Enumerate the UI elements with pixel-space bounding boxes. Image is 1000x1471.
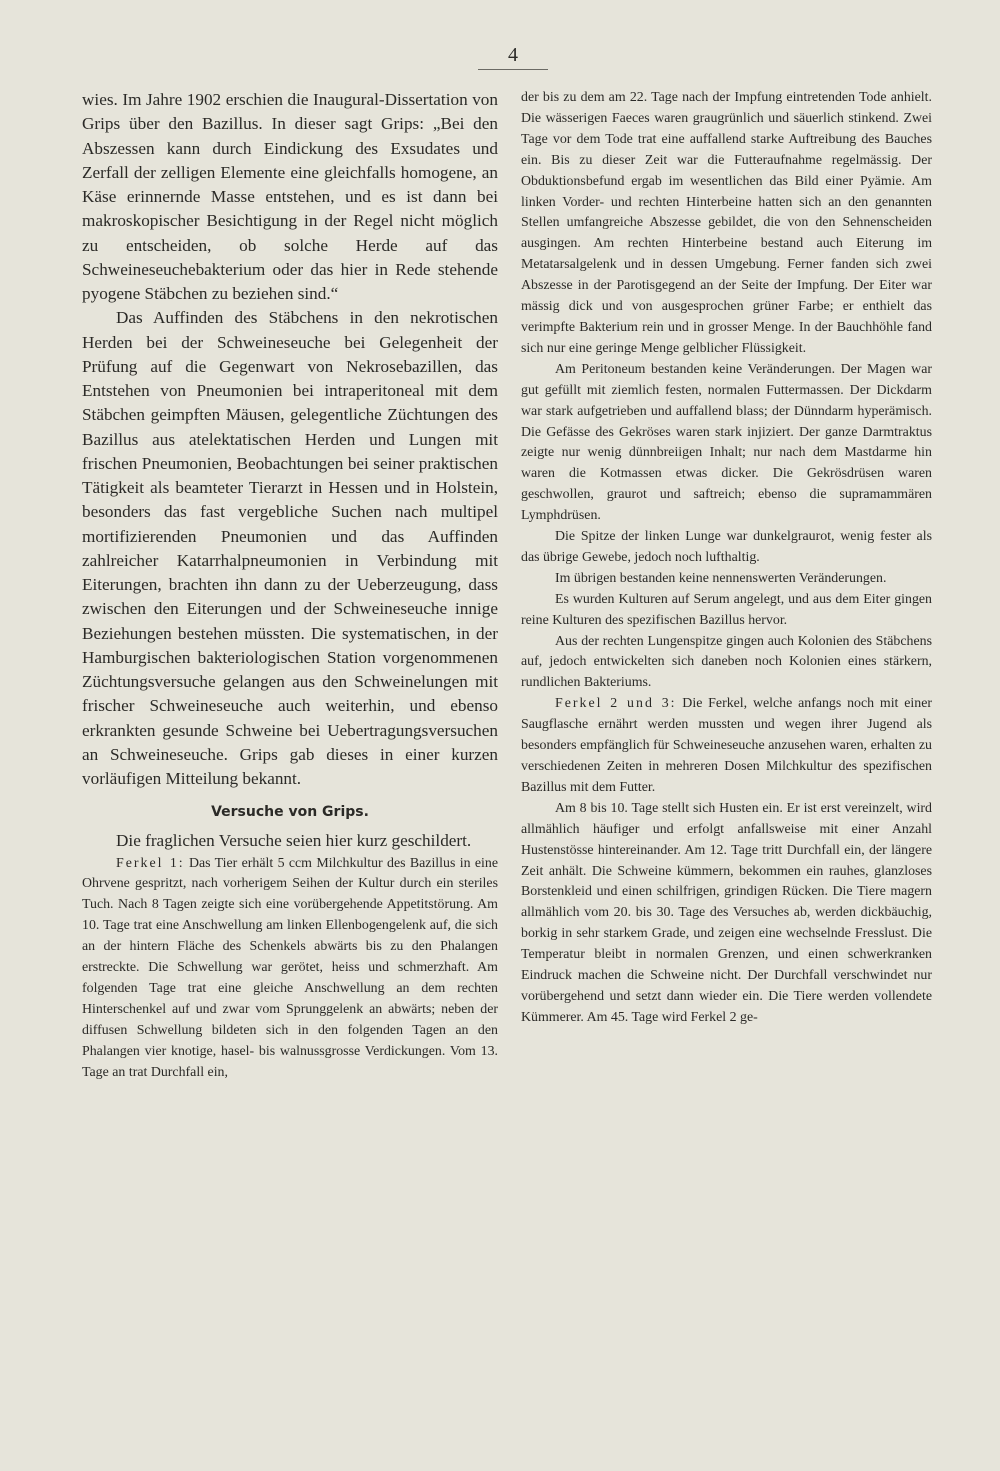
page-number-rule bbox=[478, 69, 548, 70]
paragraph: der bis zu dem am 22. Tage nach der Impfung eintretenden Tode anhielt. Die wässerigen Faeces waren graugrünlich und säuerlich stinkend. Zwei Tage vor dem Tode trat eine auffallend starke Auftreibung des Bauches ein. Bis zu dieser Zeit war die Futteraufnahme regelmässig. Der Obduktionsbefund ergab im wesentlichen das Bild einer Pyämie. Am linken Vorder- und rechten Hinterbeine hatten sich an den genannten Stellen umfangreiche Abszesse gebildet, die von den Sehnenscheiden ausgingen. Am rechten Hinterbeine bestand auch Eiterung im Metatarsalgelenk und in dessen Umgebung. Ferner fanden sich zwei Abszesse in der Parotisgegend an der Seite der Impfung. Der Eiter war mässig dick und von ausgesprochen grüner Farbe; er enthielt das verimpfte Bakterium rein und in grosser Menge. In der Bauchhöhle fand sich nur eine geringe Menge gelblicher Flüssigkeit. bbox=[521, 90, 932, 356]
paragraph-body: Das Tier erhält 5 ccm Milchkultur des Bazillus in eine Ohrvene gespritzt, nach vorherigem Seihen der Kultur durch ein steriles Tuch. Nach 8 Tagen zeigte sich eine vorübergehende Appetitstörung. Am 10. Tage trat eine Anschwellung am linken Ellenbogengelenk auf, die sich an der hintern Fläche des Schenkels abwärts bis zu den Phalangen erstreckte. Die Schwellung war gerötet, heiss und schmerzhaft. Am folgenden Tage trat eine gleiche Anschwellung an dem rechten Hinterschenkel auf und zwar vom Sprunggelenk an abwärts; neben der diffusen Schwellung bildeten sich in den folgenden Tagen an den Phalangen vier knotige, hasel- bis walnussgrosse Verdickungen. Vom 13. Tage an trat Durchfall ein, bbox=[82, 855, 498, 1080]
paragraph: Aus der rechten Lungenspitze gingen auch Kolonien des Stäbchens auf, jedoch entwickelten sich daneben noch Kolonien eines stärkern, rundlichen Bakteriums. bbox=[521, 633, 932, 691]
paragraph-lead: Ferkel 2 und 3: bbox=[555, 696, 677, 712]
right-column bbox=[521, 88, 932, 1029]
left-column bbox=[82, 88, 498, 1083]
section-heading: Versuche von Grips. bbox=[211, 804, 369, 821]
page-number: 4 bbox=[508, 44, 518, 66]
paragraph: Die Spitze der linken Lunge war dunkelgraurot, wenig fester als das übrige Gewebe, jedoch noch lufthaltig. bbox=[521, 529, 932, 565]
paragraph: Das Auffinden des Stäbchens in den nekrotischen Herden bei der Schweineseuche bei Gelegenheit der Prüfung auf die Gegenwart von Nekrosebazillen, das Entstehen von Pneumonien bei intraperitoneal mit dem Stäbchen geimpften Mäusen, gelegentliche Züchtungen des Bazillus aus atelektatischen Herden und Lungen mit frischen Pneumonien, Beobachtungen bei seiner praktischen Tätigkeit als beamteter Tierarzt in Hessen und in Holstein, besonders das fast vergebliche Suchen nach multipel mortifizierenden Pneumonien und das Auffinden zahlreicher Katarrhalpneumonien in Verbindung mit Eiterungen, brachten ihn dann zu der Ueberzeugung, dass zwischen den Eiterungen und der Schweineseuche innige Beziehungen bestehen müssten. Die systematischen, in der Hamburgischen bakteriologischen Station vorgenommenen Züchtungsversuche gelangen aus den Schweinelungen mit frischer Schweineseuche auch weiterhin, und ebenso erkrankten gesunde Schweine bei Uebertragungsversuchen an Schweineseuche. Grips gab dieses in einer kurzen vorläufigen Mitteilung bekannt. bbox=[82, 308, 498, 788]
paragraph: Im übrigen bestanden keine nennenswerten Veränderungen. bbox=[555, 570, 887, 586]
paragraph bbox=[82, 854, 498, 1084]
paragraph: Am 8 bis 10. Tage stellt sich Husten ein. Er ist erst vereinzelt, wird allmählich häufiger und erfolgt anfallsweise mit einer Anzahl Hustenstösse hintereinander. Am 12. Tage tritt Durchfall ein, der längere Zeit anhält. Die Schweine kümmern, bekommen ein rauhes, glanzloses Borstenkleid und einen schilfrigen, grindigen Rücken. Die Tiere magern allmählich vom 20. bis 30. Tage des Versuches ab, werden dickbäuchig, borkig in sehr starkem Grade, und zeigen eine wechselnde Fresslust. Die Temperatur bleibt in normalen Grenzen, und einen schwerkranken Eindruck machen die Schweine nicht. Der Durchfall verschwindet nur vorübergehend und setzt dann wieder ein. Die Tiere werden vollendete Kümmerer. Am 45. Tage wird Ferkel 2 ge- bbox=[521, 800, 932, 1025]
paragraph: wies. Im Jahre 1902 erschien die Inaugural-Dissertation von Grips über den Bazillus. In dieser sagt Grips: „Bei den Abszessen kann durch Eindickung des Exsudates und Zerfall der zelligen Elemente eine gleichfalls homogene, an Käse erinnernde Masse entstehen, und es ist dann bei makroskopischer Besichtigung in der Regel nicht möglich zu entscheiden, ob solche Herde auf das Schweineseuchebakterium oder das hier in Rede stehende pyogene Stäbchen zu beziehen sind.“ bbox=[82, 90, 498, 303]
paragraph-lead: Ferkel 1: bbox=[116, 855, 185, 871]
paragraph bbox=[521, 694, 932, 799]
paragraph: Am Peritoneum bestanden keine Veränderungen. Der Magen war gut gefüllt mit ziemlich festen, normalen Futtermassen. Der Dickdarm war stark aufgetrieben und auffallend blass; der Dünndarm hyperämisch. Die Gefässe des Gekröses waren stark injiziert. Der ganze Darmtraktus zeigte nur wenig dünnbreiigen Inhalt; nur nach dem Mastdarme hin waren die Kotmassen etwas dicker. Die Gekrösdrüsen waren geschwollen, graurot und saftreich; ebenso die supramammären Lymphdrüsen. bbox=[521, 361, 932, 524]
paragraph-body: Die Ferkel, welche anfangs noch mit einer Saugflasche ernährt werden mussten und wegen ihrer Jugend als besonders empfänglich für Schweineseuche anzusehen waren, erhalten zu verschiedenen Zeiten in mehreren Dosen Milchkultur des spezifischen Bazillus mit dem Futter. bbox=[521, 696, 932, 795]
paragraph: Es wurden Kulturen auf Serum angelegt, und aus dem Eiter gingen reine Kulturen des spezifischen Bazillus hervor. bbox=[521, 591, 932, 628]
paragraph: Die fraglichen Versuche seien hier kurz geschildert. bbox=[116, 831, 472, 851]
